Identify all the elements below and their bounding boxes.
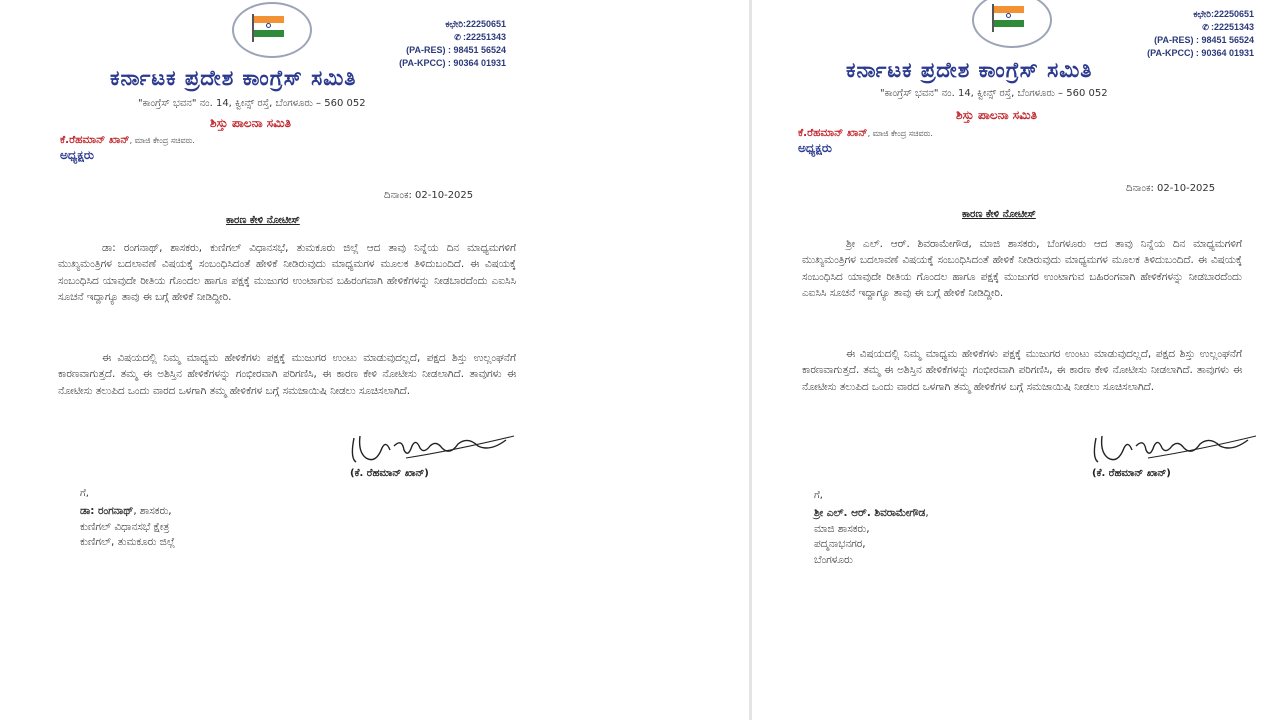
phone-pa-kpcc: (PA-KPCC) : 90364 01931 — [1147, 47, 1254, 58]
chair-name-line — [60, 134, 195, 147]
chair-post: ಅಧ್ಯಕ್ಷರು — [798, 141, 832, 155]
flag-icon — [254, 16, 284, 37]
org-title: ಕರ್ನಾಟಕ ಪ್ರದೇಶ ಕಾಂಗ್ರೆಸ್ ಸಮಿತಿ — [846, 58, 1093, 82]
contact-block — [390, 18, 506, 69]
chair-post: ಅಧ್ಯಕ್ಷರು — [60, 148, 94, 162]
recipient-address — [80, 504, 175, 551]
letter-left — [50, 0, 570, 720]
chair-name-line — [798, 127, 933, 140]
phone-office: ಕಛೇರಿ:22250651 — [445, 19, 506, 29]
recipient-suffix: , — [925, 507, 929, 519]
phone-pa-kpcc: (PA-KPCC) : 90364 01931 — [399, 57, 506, 68]
congress-logo — [232, 2, 312, 58]
contact-block — [1138, 8, 1254, 59]
letter-paragraph-2: ಈ ವಿಷಯದಲ್ಲಿ ನಿಮ್ಮ ಮಾಧ್ಯಮ ಹೇಳಿಕೆಗಳು ಪಕ್ಷಕ್ಕೆ ಮುಜುಗರ ಉಂಟು ಮಾಡುವುದಲ್ಲದೆ, ಪಕ್ಷದ ಶಿಸ್ತು ಉಲ್ಲಂಘನೆಗೆ ಕಾರಣವಾಗುತ್ತದೆ. ತಮ್ಮ ಈ ಅಶಿಸ್ತಿನ ಹೇಳಿಕೆಗಳನ್ನು ಗಂಭೀರವಾಗಿ ಪರಿಗಣಿಸಿ, ಈ ಕಾರಣ ಕೇಳಿ ನೋಟೀಸು ನೀಡಲಾಗಿದೆ. ತಾವುಗಳು ಈ ನೋಟೀಸು ತಲುಪಿದ ಒಂದು ವಾರದ ಒಳಗಾಗಿ ತಮ್ಮ ಹೇಳಿಕೆಗಳ ಬಗ್ಗೆ ಸಮಜಾಯಿಷಿ ನೀಡಲು ಸೂಚಿಸಲಾಗಿದೆ. — [58, 352, 516, 397]
recipient-suffix: , ಶಾಸಕರು, — [133, 505, 172, 517]
chair-role: , ಮಾಜಿ ಕೇಂದ್ರ ಸಚಿವರು. — [867, 129, 933, 138]
congress-logo — [972, 0, 1052, 48]
letter-paragraph-1: ಶ್ರೀ ಎಲ್. ಆರ್. ಶಿವರಾಮೇಗೌಡ, ಮಾಜಿ ಶಾಸಕರು, ಬೆಂಗಳೂರು ಆದ ತಾವು ನಿನ್ನೆಯ ದಿನ ಮಾಧ್ಯಮಗಳಿಗೆ ಮುಖ್ಯಮಂತ್ರಿಗಳ ಬದಲಾವಣೆ ವಿಷಯಕ್ಕೆ ಸಂಬಂಧಿಸಿದಂತೆ ಹೇಳಿಕೆ ನೀಡಿರುವುದು ಮಾಧ್ಯಮಗಳ ಮೂಲಕ ತಿಳಿದುಬಂದಿದೆ. ಈ ವಿಷಯಕ್ಕೆ ಸಂಬಂಧಿಸಿದ ಯಾವುದೇ ರೀತಿಯ ಗೊಂದಲ ಹಾಗೂ ಪಕ್ಷಕ್ಕೆ ಮುಜುಗರ ಉಂಟಾಗುವ ಬಹಿರಂಗವಾಗಿ ಹೇಳಿಕೆಗಳನ್ನು ನೀಡಬಾರದೆಂದು ಎಐಸಿಸಿ ಸೂಚನೆ ಇದ್ದಾಗ್ಯೂ ತಾವು ಈ ಬಗ್ಗೆ ಹೇಳಿಕೆ ನೀಡಿದ್ದೀರಿ. — [802, 238, 1242, 299]
letter-paragraph-1: ಡಾ: ರಂಗನಾಥ್, ಶಾಸಕರು, ಕುಣಿಗಲ್ ವಿಧಾನಸಭೆ, ತುಮಕೂರು ಜಿಲ್ಲೆ ಆದ ತಾವು ನಿನ್ನೆಯ ದಿನ ಮಾಧ್ಯಮಗಳಿಗೆ ಮುಖ್ಯಮಂತ್ರಿಗಳ ಬದಲಾವಣೆ ವಿಷಯಕ್ಕೆ ಸಂಬಂಧಿಸಿದಂತೆ ಹೇಳಿಕೆ ನೀಡಿರುವುದು ಮಾಧ್ಯಮಗಳ ಮೂಲಕ ತಿಳಿದುಬಂದಿದೆ. ಈ ವಿಷಯಕ್ಕೆ ಸಂಬಂಧಿಸಿದ ಯಾವುದೇ ರೀತಿಯ ಗೊಂದಲ ಹಾಗೂ ಪಕ್ಷಕ್ಕೆ ಮುಜುಗರ ಉಂಟಾಗುವ ಬಹಿರಂಗವಾಗಿ ಹೇಳಿಕೆಗಳನ್ನು ನೀಡಬಾರದೆಂದು ಎಐಸಿಸಿ ಸೂಚನೆ ಇದ್ದಾಗ್ಯೂ ತಾವು ಈ ಬಗ್ಗೆ ಹೇಳಿಕೆ ನೀಡಿದ್ದೀರಿ. — [58, 242, 516, 303]
phone-office: ಕಛೇರಿ:22250651 — [1193, 9, 1254, 19]
signer-name: (ಕೆ. ರೆಹಮಾನ್ ಖಾನ್) — [350, 468, 429, 479]
chair-name: ಕೆ.ರೆಹಮಾನ್ ಖಾನ್ — [60, 134, 130, 146]
recipient-line-2: ಮಾಜಿ ಶಾಸಕರು, — [814, 522, 870, 535]
recipient-line-3: ಕುಣಿಗಲ್, ತುಮಕೂರು ಜಿಲ್ಲೆ — [80, 536, 176, 548]
recipient-line-4: ಬೆಂಗಳೂರು — [814, 553, 853, 566]
recipient-address — [814, 506, 929, 568]
org-title: ಕರ್ನಾಟಕ ಪ್ರದೇಶ ಕಾಂಗ್ರೆಸ್ ಸಮಿತಿ — [110, 66, 357, 90]
recipient-line-2: ಕುಣಿಗಲ್ ವಿಧಾನಸಭೆ ಕ್ಷೇತ್ರ — [80, 520, 170, 533]
letter-date: ದಿನಾಂಕ: 02-10-2025 — [384, 190, 474, 201]
flag-icon — [994, 6, 1024, 27]
to-label: ಗೆ, — [80, 488, 89, 499]
letter-paragraph-2: ಈ ವಿಷಯದಲ್ಲಿ ನಿಮ್ಮ ಮಾಧ್ಯಮ ಹೇಳಿಕೆಗಳು ಪಕ್ಷಕ್ಕೆ ಮುಜುಗರ ಉಂಟು ಮಾಡುವುದಲ್ಲದೆ, ಪಕ್ಷದ ಶಿಸ್ತು ಉಲ್ಲಂಘನೆಗೆ ಕಾರಣವಾಗುತ್ತದೆ. ತಮ್ಮ ಈ ಅಶಿಸ್ತಿನ ಹೇಳಿಕೆಗಳನ್ನು ಗಂಭೀರವಾಗಿ ಪರಿಗಣಿಸಿ, ಈ ಕಾರಣ ಕೇಳಿ ನೋಟೀಸು ನೀಡಲಾಗಿದೆ. ತಾವುಗಳು ಈ ನೋಟೀಸು ತಲುಪಿದ ಒಂದು ವಾರದ ಒಳಗಾಗಿ ತಮ್ಮ ಹೇಳಿಕೆಗಳ ಬಗ್ಗೆ ಸಮಜಾಯಿಷಿ ನೀಡಲು ಸೂಚಿಸಲಾಗಿದೆ. — [802, 348, 1242, 393]
committee-name: ಶಿಸ್ತು ಪಾಲನಾ ಸಮಿತಿ — [210, 116, 291, 130]
phone-icon: ✆ — [1202, 22, 1209, 32]
recipient-line-3: ಪದ್ಮನಾಭನಗರ, — [814, 538, 866, 550]
letter-subject: ಕಾರಣ ಕೇಳಿ ನೋಟೀಸ್ — [226, 215, 300, 226]
phone-office-2: :22251343 — [462, 31, 506, 42]
chair-role: , ಮಾಜಿ ಕೇಂದ್ರ ಸಚಿವರು. — [129, 136, 195, 145]
chair-name: ಕೆ.ರೆಹಮಾನ್ ಖಾನ್ — [798, 127, 868, 139]
signature-image — [1088, 428, 1258, 468]
to-label: ಗೆ, — [814, 490, 823, 501]
address: "ಕಾಂಗ್ರೆಸ್ ಭವನ" ನಂ. 14, ಕ್ವೀನ್ಸ್ ರಸ್ತೆ, ಬೆಂಗಳೂರು – 560 052 — [138, 98, 366, 109]
address: "ಕಾಂಗ್ರೆಸ್ ಭವನ" ನಂ. 14, ಕ್ವೀನ್ಸ್ ರಸ್ತೆ, ಬೆಂಗಳೂರು – 560 052 — [880, 88, 1108, 99]
recipient-name: ಡಾ: ರಂಗನಾಥ್ — [80, 505, 134, 517]
phone-icon: ✆ — [454, 32, 461, 42]
phone-pa-res: (PA-RES) : 98451 56524 — [406, 45, 506, 55]
signature-image — [346, 428, 516, 468]
phone-office-2: :22251343 — [1210, 21, 1254, 32]
recipient-name: ಶ್ರೀ ಎಲ್. ಆರ್. ಶಿವರಾಮೇಗೌಡ — [814, 507, 926, 519]
letter-date: ದಿನಾಂಕ: 02-10-2025 — [1126, 183, 1216, 194]
page-divider — [749, 0, 752, 720]
letter-right — [788, 0, 1258, 720]
committee-name: ಶಿಸ್ತು ಪಾಲನಾ ಸಮಿತಿ — [956, 108, 1037, 122]
letter-subject: ಕಾರಣ ಕೇಳಿ ನೋಟೀಸ್ — [962, 209, 1036, 220]
signer-name: (ಕೆ. ರೆಹಮಾನ್ ಖಾನ್) — [1092, 468, 1171, 479]
phone-pa-res: (PA-RES) : 98451 56524 — [1154, 35, 1254, 45]
